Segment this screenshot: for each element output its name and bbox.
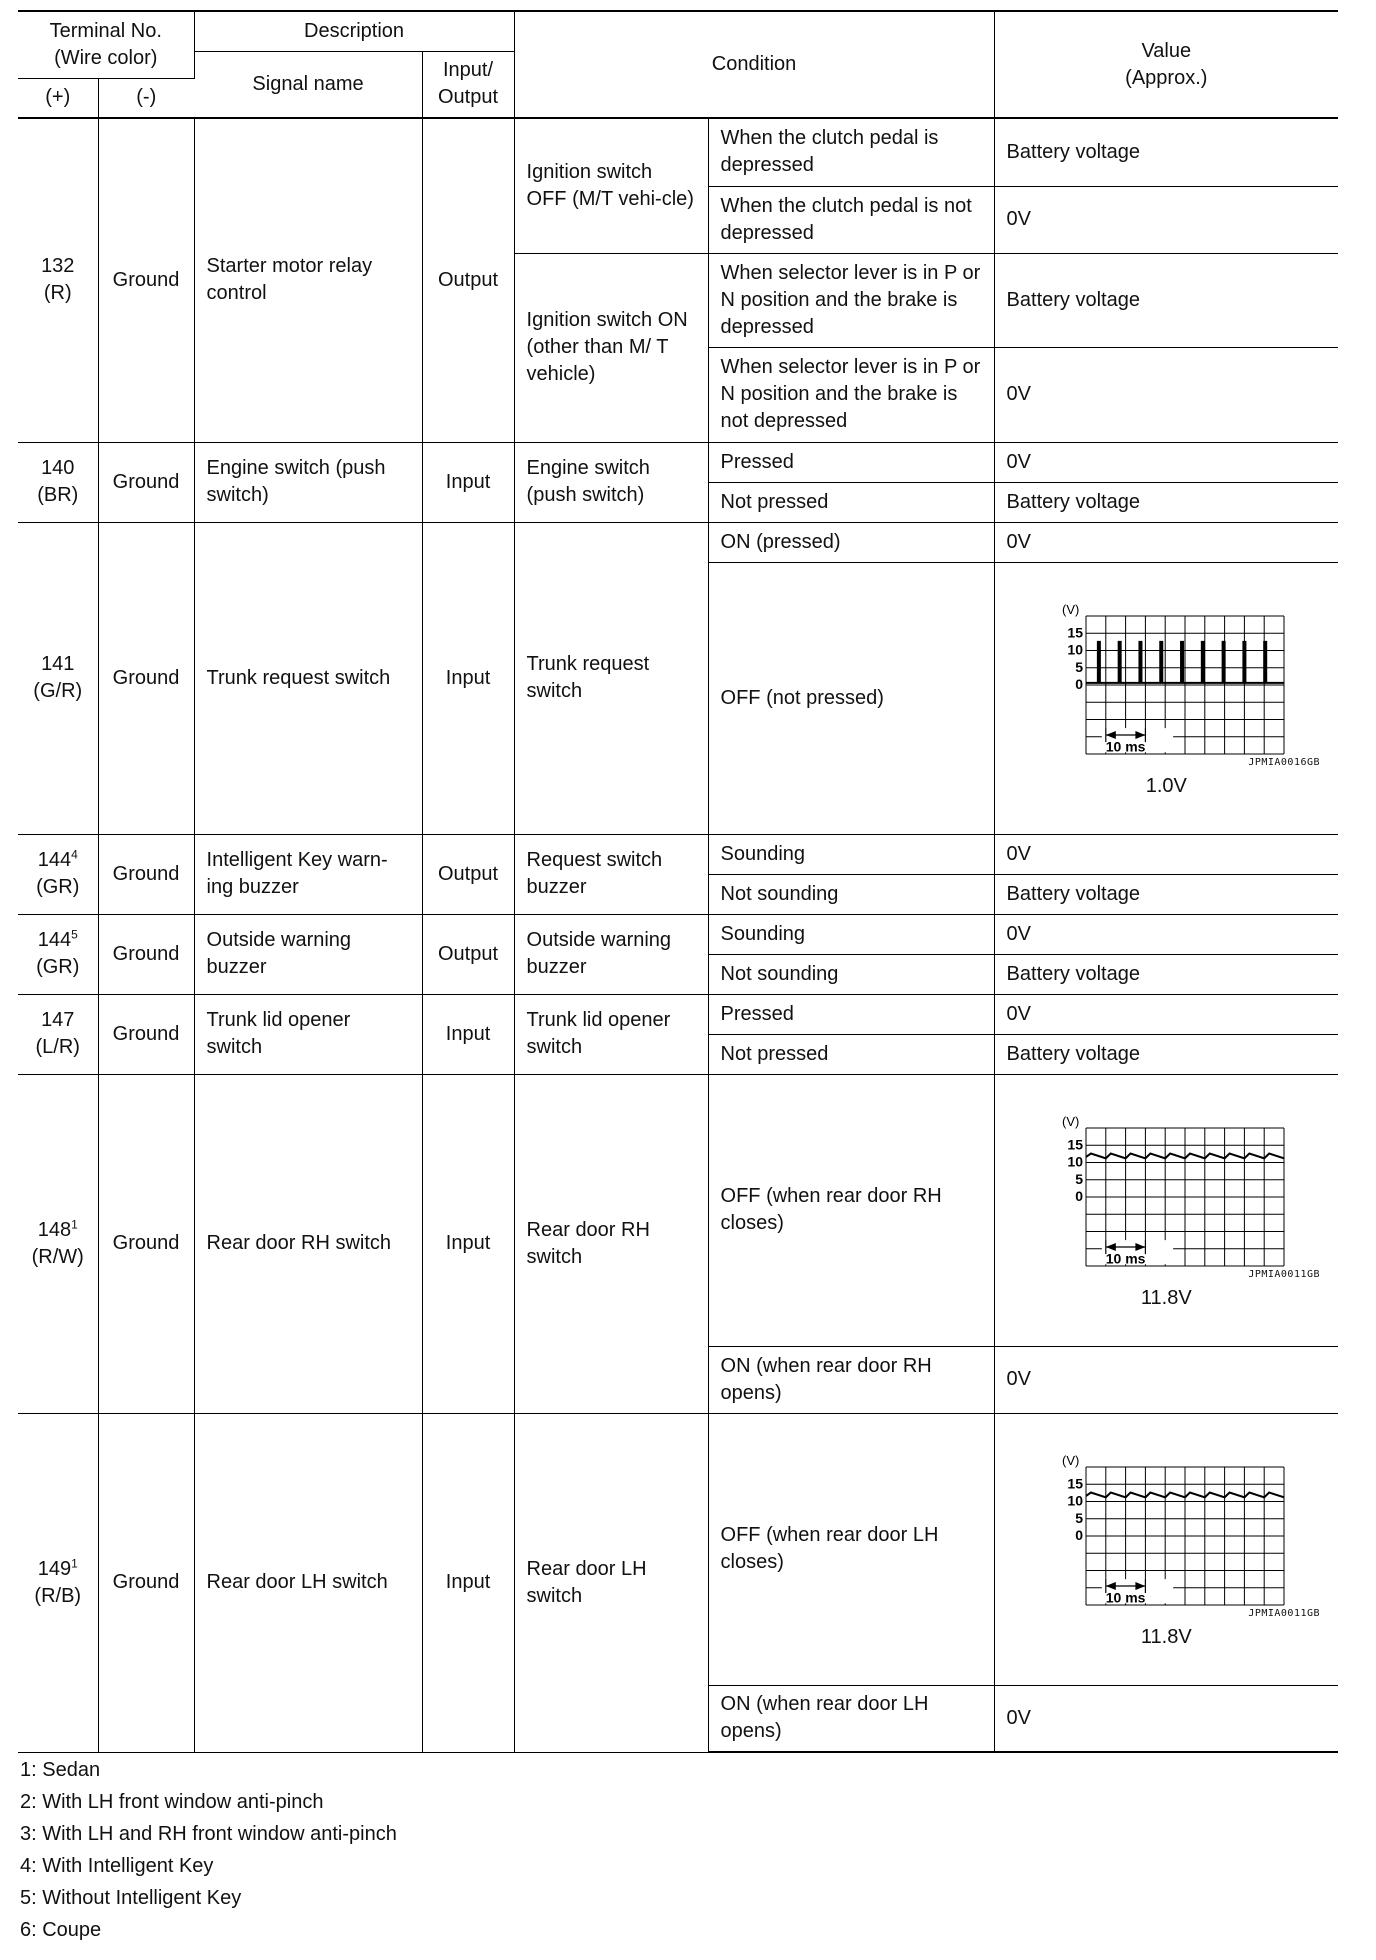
signal-name-header: Signal name [194,51,422,118]
io-cell: Output [422,914,514,994]
waveform-cell [994,1074,1338,1346]
ground-cell: Ground [98,994,194,1074]
sub-condition-cell: Sounding [708,914,994,954]
footnote-marker: 1 [71,1216,78,1231]
ground-cell: Ground [98,1413,194,1752]
tick-label: 15 [1067,624,1084,640]
footnote: 5: Without Intelligent Key [20,1887,242,1909]
terminal-number: 148 [37,1218,72,1241]
waveform-value: 1.0V [1145,775,1187,798]
sub-condition-cell: ON (when rear door LH opens) [708,1685,994,1752]
condition-cell: Rear door RH switch [514,1074,708,1413]
sub-condition-cell: Not pressed [708,1034,994,1074]
signal-name-cell: Outside warning buzzer [194,914,422,994]
wire-color: (GR) [36,956,80,978]
io-cell: Input [422,994,514,1074]
ground-cell: Ground [98,834,194,914]
value-cell: 0V [994,914,1338,954]
timebase-label: 10 ms [1106,1250,1146,1267]
plus-header: (+) [18,78,98,118]
sub-condition-cell: Not pressed [708,482,994,522]
terminal-number: 147 [41,1009,75,1031]
waveform-svg [1046,1447,1286,1607]
sub-condition-cell: Pressed [708,994,994,1034]
terminal-no-header [18,11,194,78]
waveform-cell [994,562,1338,834]
signal-name-cell: Rear door LH switch [194,1413,422,1752]
value-header [994,11,1338,118]
input-output-header [422,51,514,118]
table-row [18,442,1338,482]
wire-color: (R) [43,282,72,305]
terminal-number: 132 [41,255,75,278]
table-row [18,522,1338,562]
sub-condition-cell: Pressed [708,442,994,482]
waveform-graph [999,596,1335,756]
table-row [18,994,1338,1034]
footnote: 1: Sedan [20,1759,101,1781]
waveform-value: 11.8V [1140,1626,1192,1649]
waveform-code: JPMIA0016GB [1248,756,1321,768]
wire-color: (G/R) [33,680,83,702]
signal-name-cell: Trunk request switch [194,522,422,834]
condition-cell: Trunk lid opener switch [514,994,708,1074]
wire-color-label: (Wire color) [54,46,158,69]
value-cell: 0V [994,442,1338,482]
signal-name-cell: Starter motor relay control [194,118,422,442]
io-cell: Output [422,834,514,914]
sub-condition-cell: ON (pressed) [708,522,994,562]
io-cell: Output [422,118,514,442]
footnote: 6: Coupe [20,1919,102,1941]
value-cell: 0V [994,186,1338,253]
value-cell: 0V [994,834,1338,874]
timebase-label: 10 ms [1106,738,1146,755]
value-cell: Battery voltage [994,118,1338,186]
waveform-svg [1046,1108,1286,1268]
io-cell: Input [422,442,514,522]
terminal-cell [18,914,98,994]
wire-color: (BR) [37,484,79,506]
condition-cell: Engine switch (push switch) [514,442,708,522]
minus-header: (-) [98,78,194,118]
signal-name-cell: Intelligent Key warn-ing buzzer [194,834,422,914]
approx-label: (Approx.) [1125,66,1208,89]
terminal-cell [18,834,98,914]
terminal-cell [18,1074,98,1413]
io-cell: Input [422,1074,514,1413]
sub-condition-cell: When the clutch pedal is depressed [708,118,994,186]
waveform-code: JPMIA0011GB [1248,1607,1321,1619]
terminal-number: 144 [37,929,72,951]
terminal-reference-table [18,10,1338,1753]
terminal-number: 141 [41,653,75,675]
value-cell: Battery voltage [994,482,1338,522]
condition-cell: Request switch buzzer [514,834,708,914]
terminal-cell [18,442,98,522]
sub-condition-cell: Not sounding [708,874,994,914]
value-cell: Battery voltage [994,954,1338,994]
waveform-value: 11.8V [1140,1287,1192,1310]
waveform-graph [999,1108,1335,1268]
table-row [18,118,1338,186]
ground-cell: Ground [98,914,194,994]
waveform-cell [994,1413,1338,1685]
sub-condition-cell: Sounding [708,834,994,874]
tick-label: 10 [1067,641,1084,658]
tick-label: 0 [1075,675,1084,692]
value-cell: 0V [994,347,1338,442]
condition-cell: Trunk request switch [514,522,708,834]
sub-condition-cell: When selector lever is in P or N position and the brake is not depressed [708,347,994,442]
terminal-number: 140 [41,457,75,479]
io-cell: Input [422,1413,514,1752]
terminal-cell [18,118,98,442]
footnote: 3: With LH and RH front window anti-pinch [20,1823,397,1845]
condition-cell: Outside warning buzzer [514,914,708,994]
ground-cell: Ground [98,118,194,442]
wire-color: (L/R) [35,1036,80,1058]
terminal-cell [18,994,98,1074]
tick-label: 5 [1075,1170,1084,1187]
wire-color: (R/W) [31,1245,84,1268]
ground-cell: Ground [98,1074,194,1413]
terminal-no-label: Terminal No. [49,19,162,42]
footnote: 2: With LH front window anti-pinch [20,1791,324,1813]
sub-condition-cell: ON (when rear door RH opens) [708,1346,994,1413]
description-header: Description [194,11,514,51]
footnote-marker: 5 [71,927,78,942]
input-output-label-1: Input/ [443,59,494,82]
timebase-label: 10 ms [1106,1589,1146,1606]
sub-condition-cell: When the clutch pedal is not depressed [708,186,994,253]
value-cell: Battery voltage [994,253,1338,347]
io-cell: Input [422,522,514,834]
sub-condition-cell: OFF (when rear door RH closes) [708,1074,994,1346]
table-row [18,1074,1338,1346]
input-output-label-2: Output [438,86,499,109]
waveform-svg [1046,596,1286,756]
sub-condition-cell: Not sounding [708,954,994,994]
condition-header: Condition [514,11,994,118]
signal-name-cell: Rear door RH switch [194,1074,422,1413]
signal-name-cell: Engine switch (push switch) [194,442,422,522]
ground-cell: Ground [98,442,194,522]
sub-condition-cell: OFF (not pressed) [708,562,994,834]
waveform-code: JPMIA0011GB [1248,1268,1321,1280]
value-label: Value [1141,39,1192,62]
sub-condition-cell: When selector lever is in P or N position and the brake is depressed [708,253,994,347]
footnotes [20,1754,397,1946]
axis-unit-label: (V) [1062,1452,1080,1468]
tick-label: 0 [1075,1187,1084,1204]
tick-label: 15 [1067,1136,1084,1152]
wire-color: (GR) [36,876,80,898]
value-cell: 0V [994,522,1338,562]
condition-cell: Ignition switch OFF (M/T vehi-cle) [514,118,708,253]
table-row [18,834,1338,874]
value-cell: Battery voltage [994,1034,1338,1074]
terminal-cell [18,1413,98,1752]
wire-color: (R/B) [34,1584,82,1607]
axis-unit-label: (V) [1062,601,1080,617]
signal-name-cell: Trunk lid opener switch [194,994,422,1074]
tick-label: 5 [1075,1509,1084,1526]
value-cell: Battery voltage [994,874,1338,914]
condition-cell: Rear door LH switch [514,1413,708,1752]
tick-label: 10 [1067,1153,1084,1170]
waveform-graph [999,1447,1335,1607]
ground-cell: Ground [98,522,194,834]
value-cell: 0V [994,1346,1338,1413]
value-cell: 0V [994,994,1338,1034]
tick-label: 10 [1067,1492,1084,1509]
terminal-number: 144 [37,849,72,871]
table-row [18,914,1338,954]
terminal-cell [18,522,98,834]
tick-label: 0 [1075,1526,1084,1543]
footnote: 4: With Intelligent Key [20,1855,214,1877]
value-cell: 0V [994,1685,1338,1752]
footnote-marker: 4 [71,847,78,862]
tick-label: 15 [1067,1475,1084,1491]
table-row [18,1413,1338,1685]
terminal-number: 149 [37,1557,72,1580]
axis-unit-label: (V) [1062,1113,1080,1129]
terminal-table-wrapper [18,10,1338,1753]
footnote-marker: 1 [71,1555,78,1570]
tick-label: 5 [1075,658,1084,675]
condition-cell: Ignition switch ON (other than M/ T vehicle) [514,253,708,442]
sub-condition-cell: OFF (when rear door LH closes) [708,1413,994,1685]
